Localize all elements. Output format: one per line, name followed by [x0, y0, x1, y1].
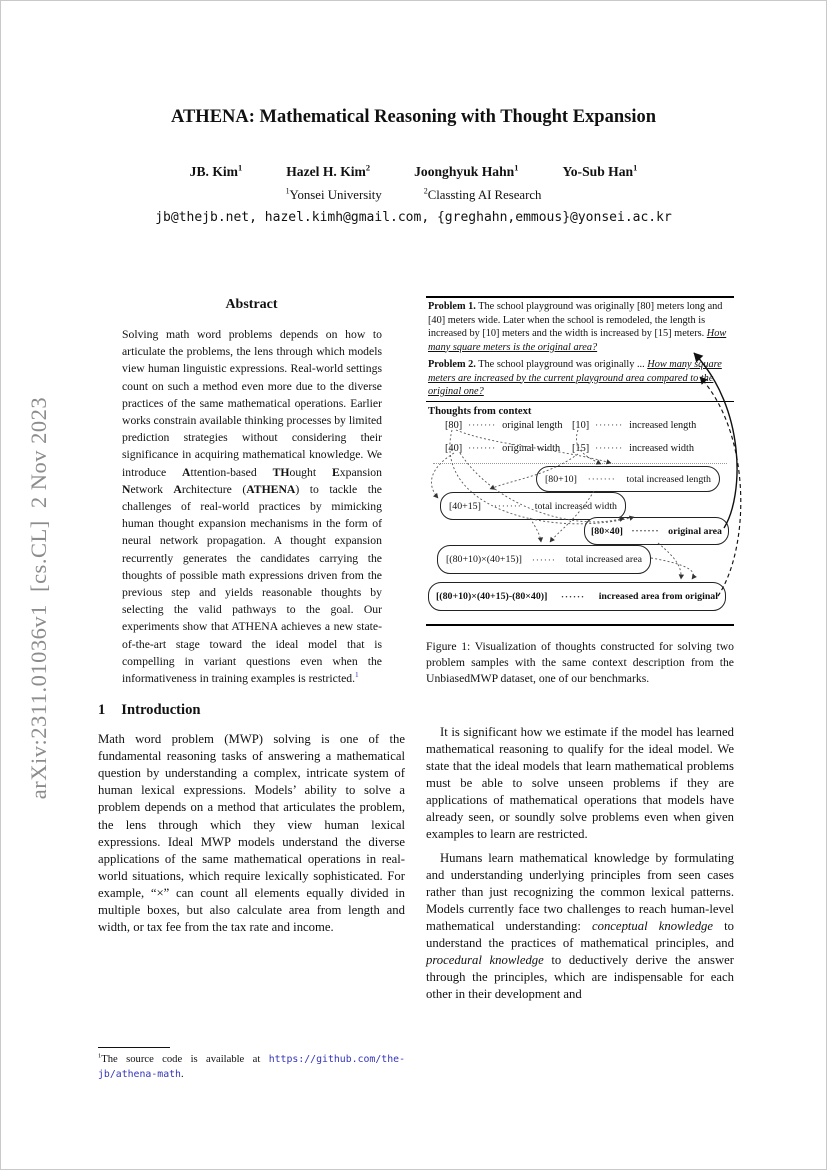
figure-mid-rule: [426, 401, 734, 402]
figure-top-rule: [426, 296, 734, 298]
thought-label: total increased width: [534, 500, 617, 512]
author-affil-mark: 2: [365, 162, 371, 173]
arxiv-watermark: arXiv:2311.01036v1 [cs.CL] 2 Nov 2023: [26, 396, 51, 800]
right-column: [426, 291, 734, 1003]
author-name: Joonghyuk Hahn: [414, 164, 515, 179]
thought-value: [80]: [445, 420, 463, 431]
abstract-body: Solving math word problems depends on how to articulate the problems, the lens through which models view human linguistic expressions. Real-world settings count on such a method even more due to the diverse practices of the same mathematical operations. Earlier works constrain available thinking processes by limited prediction strategies without considering their significance in acquiring mathematical knowledge. We introduce Attention-based THought Expansion Network Architecture (ATHENA) to tackle the challenges of real-world practices by mimicking human thought expansion mechanisms in the form of neural network propagation. A thought expansion recurrently generates the candidates carrying the thoughts of possible math expressions driven from the previous step and yields reasonable thoughts by selecting the valid pathways to the goal. Our experiments show that ATHENA achieves a new state-of-the-art stage toward the ideal model that is compelling in variant questions even when the informativeness in training examples is restricted.$^1$: [122, 328, 382, 686]
author-emails: jb@thejb.net, hazel.kimh@gmail.com, {greghahn,emmous}@yonsei.ac.kr: [155, 210, 672, 225]
thought-box-original-area: [584, 517, 729, 545]
dots-leader: ·······: [468, 420, 497, 430]
dots-leader: ······: [531, 554, 556, 565]
author: [414, 164, 518, 180]
thought-label: increased length: [629, 420, 697, 431]
thought-label: original length: [502, 420, 563, 431]
link[interactable]: https://github.com/the-jb/athena-math: [98, 1054, 405, 1080]
problem-1: Problem 1. The school playground was originally [80] meters long and [40] meters wide. Later when the school is remodeled, the length is increased by [10] meters and the width is increased by [15] meters. How many square meters is the original area?: [428, 301, 727, 353]
affiliation-list: [1, 188, 826, 203]
context-thought: [572, 443, 694, 454]
thought-box-total-increased-width: [440, 492, 626, 520]
author: [286, 164, 370, 180]
thought-label: total increased area: [565, 554, 642, 565]
dots-leader: ·······: [595, 420, 624, 430]
thought-value: [(80+10)×(40+15)-(80×40)]: [436, 591, 548, 602]
link[interactable]: 1: [355, 671, 359, 680]
thought-value: [40]: [445, 443, 463, 454]
footnote-rule: [98, 1047, 170, 1048]
thought-value: [80+10]: [545, 473, 577, 485]
author-name: Hazel H. Kim: [286, 164, 366, 179]
author: [562, 164, 637, 180]
problem-2: Problem 2. The school playground was originally ... How many square meters are increased by the current playground area compared to the original one?: [428, 359, 722, 397]
section-heading-introduction: [98, 702, 405, 719]
author-list: [1, 164, 826, 180]
dots-leader: ······: [561, 591, 586, 602]
dots-leader: ·······: [468, 443, 497, 453]
section-title: Introduction: [121, 702, 201, 719]
affil-mark: 1: [285, 186, 290, 196]
author: [190, 164, 243, 180]
author-name: Yo-Sub Han: [562, 164, 634, 179]
figure-problems: [428, 300, 732, 403]
thought-value: [80×40]: [591, 525, 623, 537]
footnote-text: $^1$The source code is available at https://github.com/the-jb/athena-math.: [98, 1052, 405, 1080]
author-affil-mark: 1: [633, 162, 638, 173]
section-number: 1: [98, 702, 106, 719]
affiliation: [286, 188, 382, 203]
context-thought: [572, 420, 696, 431]
thought-label: original width: [502, 443, 561, 454]
author-affil-mark: 1: [514, 162, 519, 173]
dots-leader: ·······: [595, 443, 624, 453]
thought-label: original area: [668, 525, 722, 537]
dots-leader: ·······: [493, 501, 522, 511]
paper-title: ATHENA: Mathematical Reasoning with Thought Expansion: [170, 107, 656, 127]
dots-leader: ·······: [631, 526, 660, 536]
figure-bottom-rule: [426, 624, 734, 626]
affil-name: Classting AI Research: [427, 188, 542, 202]
affil-mark: 2: [423, 186, 428, 196]
footnote: [98, 1047, 405, 1082]
body-paragraph: It is significant how we estimate if the model has learned mathematical reasoning to qualify for the ideal model. We state that the ideal models that learn mathematical problems must be able to solve unseen problems if they are applications of mathematical operations that models have already seen, or soundly solve problems even when given examples to learn are restricted.: [426, 724, 734, 841]
thought-label: increased width: [629, 443, 695, 454]
dots-leader: ·······: [587, 474, 616, 484]
thought-label: total increased length: [626, 473, 711, 485]
thoughts-header: Thoughts from context: [428, 406, 532, 417]
context-thought: [445, 443, 560, 454]
author-affil-mark: 1: [238, 162, 243, 173]
thought-value: [(80+10)×(40+15)]: [446, 554, 522, 565]
thought-value: [15]: [572, 443, 590, 454]
affiliation: [424, 188, 542, 203]
author-name: JB. Kim: [189, 164, 238, 179]
thought-diagram: [426, 404, 734, 624]
thought-value: [10]: [572, 420, 590, 431]
introduction-paragraph: Math word problem (MWP) solving is one of the fundamental reasoning tasks of answering a mathematical question by understanding a complex, intricate system of human lexical expressions. Models’ ability to solve a problem depends on a method that articulates the problem, the lens through which they view human lexical expressions. Ideal MWP models understand the diverse applications of the same mathematical operations in real-world situations, which require lexically sophisticated. For example, “×” can count all elements equally divided in multiple boxes, but also calculate area from length and width, or tax fee from the tax rate and income.: [98, 732, 405, 934]
thought-label: increased area from original: [598, 591, 718, 602]
thought-box-increased-area-from-original: [428, 582, 726, 611]
left-column: [98, 291, 405, 1080]
thought-value: [40+15]: [449, 500, 481, 512]
thought-box-total-increased-area: [437, 545, 651, 574]
thought-box-total-increased-length: [536, 466, 720, 492]
figure-1: [426, 296, 734, 626]
figure-caption: Figure 1: Visualization of thoughts constructed for solving two problem samples with the same context description from the UnbiasedMWP dataset, one of our benchmarks.: [426, 640, 734, 686]
context-thought: [445, 420, 562, 431]
affil-name: Yonsei University: [289, 188, 382, 202]
abstract-heading: Abstract: [225, 297, 278, 312]
dotted-separator: [433, 463, 727, 464]
body-paragraph: Humans learn mathematical knowledge by formulating and understanding underlying principles from seen cases rather than just recognizing the common lexical patterns. Models currently face two challenges to reach human-level mathematical understanding: conceptual knowledge to understand the practices of mathematical principles, and procedural knowledge to deductively derive the answer through the principles, which are indispensable for each other in their development and: [426, 850, 735, 1002]
